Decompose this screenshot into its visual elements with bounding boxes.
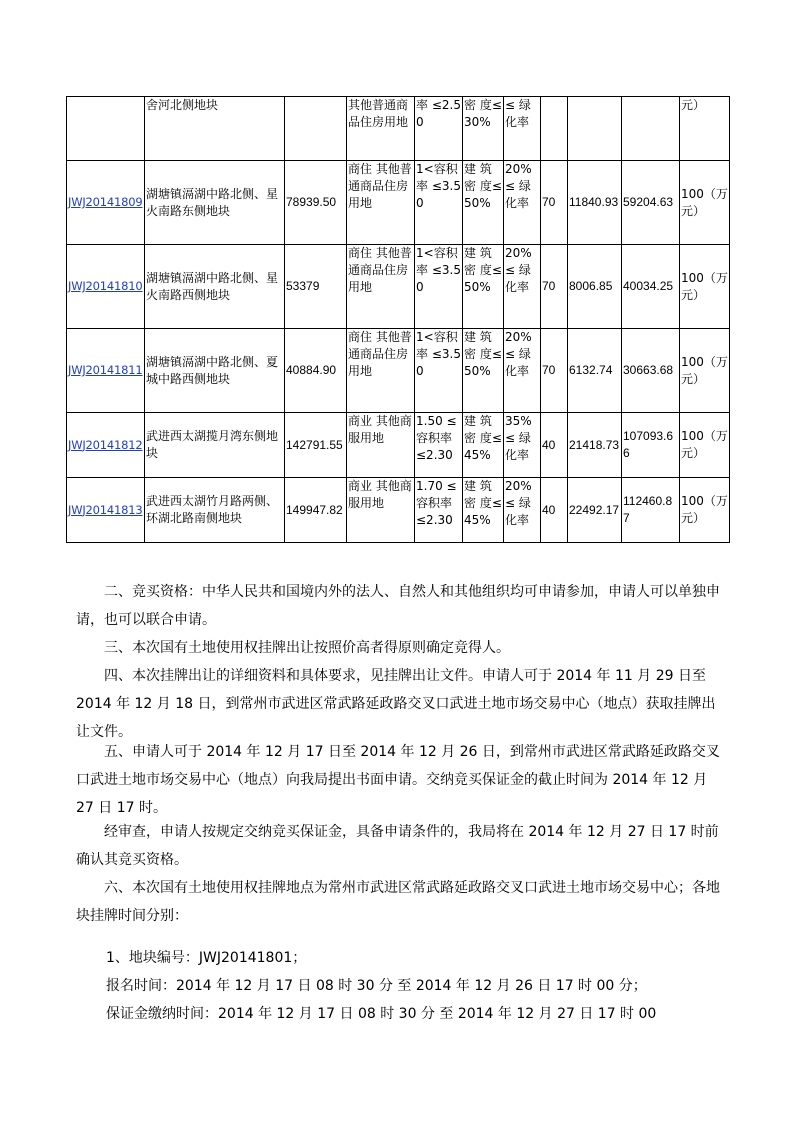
years-cell: 40 xyxy=(541,413,568,478)
far-cell: 1<容积率 ≤3.50 xyxy=(415,245,463,329)
far-cell: 1<容积率 ≤3.50 xyxy=(415,329,463,413)
name-cell: 湖塘镇滆湖中路北侧、夏城中路西侧地块 xyxy=(145,329,285,413)
green-cell: ≤ 绿化率 xyxy=(504,97,541,161)
name-cell: 湖塘镇滆湖中路北侧、星火南路东侧地块 xyxy=(145,161,285,245)
green-cell: 35%≤ 绿化率 xyxy=(504,413,541,478)
area-cell: 53379 xyxy=(285,245,347,329)
table-row xyxy=(67,161,730,245)
parcel-code-link[interactable]: JWJ20141810 xyxy=(68,279,143,293)
parcel-code-link[interactable]: JWJ20141813 xyxy=(68,502,143,517)
name-cell: 舍河北侧地块 xyxy=(145,97,285,161)
deposit-cell: 100（万元） xyxy=(680,245,730,329)
paragraph-documents: 四、本次挂牌出让的详细资料和具体要求，见挂牌出让文件。申请人可于 2014 年 11 月 29 日至 2014 年 12 月 18 日，到常州市武进区常武路延政路交叉口武进土地市场交易中心（地点）获取挂牌出让文件。 xyxy=(76,668,716,740)
years-cell: 70 xyxy=(541,245,568,329)
green-cell: 20%≤ 绿化率 xyxy=(504,478,541,543)
table-row xyxy=(67,245,730,329)
area-cell: 149947.82 xyxy=(285,478,347,543)
code-cell[interactable] xyxy=(67,245,145,329)
total-cell: 30663.68 xyxy=(622,329,680,413)
total-cell: 107093.66 xyxy=(622,413,680,478)
years-cell xyxy=(541,97,568,161)
schedule-parcel-number: 1、地块编号：JWJ20141801； xyxy=(106,950,307,966)
green-cell: 20%≤ 绿化率 xyxy=(504,161,541,245)
far-cell: 1.70 ≤容积率≤2.30 xyxy=(415,478,463,543)
name-cell: 武进西太湖揽月湾东侧地块 xyxy=(145,413,285,478)
paragraph-bidding-qualification: 二、竞买资格：中华人民共和国境内外的法人、自然人和其他组织均可申请参加，申请人可以单独申请，也可以联合申请。 xyxy=(76,584,720,628)
schedule-signup-time: 报名时间：2014 年 12 月 17 日 08 时 30 分 至 2014 年 12 月 26 日 17 时 00 分； xyxy=(106,978,647,994)
total-cell: 40034.25 xyxy=(622,245,680,329)
schedule-deposit-time: 保证金缴纳时间：2014 年 12 月 17 日 08 时 30 分 至 2014 年 12 月 27 日 17 时 00 xyxy=(106,1006,657,1022)
table-row xyxy=(67,413,730,478)
usage-cell: 商住 其他普通商品住房用地 xyxy=(347,161,415,245)
parcel-code-link[interactable]: JWJ20141812 xyxy=(68,437,143,452)
code-cell[interactable] xyxy=(67,329,145,413)
deposit-cell: 100（万元） xyxy=(680,413,730,478)
price-cell: 22492.17 xyxy=(568,478,622,543)
density-cell: 建 筑密 度≤45% xyxy=(463,478,504,543)
deposit-cell: 100（万元） xyxy=(680,478,730,543)
years-cell: 70 xyxy=(541,161,568,245)
green-cell: 20%≤ 绿化率 xyxy=(504,329,541,413)
far-cell: 1<容积率 ≤3.50 xyxy=(415,161,463,245)
area-cell: 40884.90 xyxy=(285,329,347,413)
total-cell: 59204.63 xyxy=(622,161,680,245)
code-cell xyxy=(67,97,145,161)
price-cell: 21418.73 xyxy=(568,413,622,478)
paragraph-award-principle: 三、本次国有土地使用权挂牌出让按照价高者得原则确定竞得人。 xyxy=(104,640,510,656)
density-cell: 建 筑密 度≤45% xyxy=(463,413,504,478)
area-cell: 142791.55 xyxy=(285,413,347,478)
years-cell: 70 xyxy=(541,329,568,413)
deposit-cell: 元） xyxy=(680,97,730,161)
usage-cell: 商住 其他普通商品住房用地 xyxy=(347,329,415,413)
price-cell: 6132.74 xyxy=(568,329,622,413)
area-cell xyxy=(285,97,347,161)
density-cell: 建 筑密 度≤50% xyxy=(463,161,504,245)
table-row xyxy=(67,329,730,413)
density-cell: 建 筑密 度≤50% xyxy=(463,245,504,329)
land-parcel-table xyxy=(66,96,730,543)
name-cell: 湖塘镇滆湖中路北侧、星火南路西侧地块 xyxy=(145,245,285,329)
price-cell: 11840.93 xyxy=(568,161,622,245)
price-cell: 8006.85 xyxy=(568,245,622,329)
price-cell xyxy=(568,97,622,161)
parcel-code-link[interactable]: JWJ20141811 xyxy=(68,363,143,377)
name-cell: 武进西太湖竹月路两侧、环湖北路南侧地块 xyxy=(145,478,285,543)
code-cell[interactable] xyxy=(67,478,145,543)
density-cell: 密 度≤30% xyxy=(463,97,504,161)
total-cell: 112460.87 xyxy=(622,478,680,543)
usage-cell: 商业 其他商服用地 xyxy=(347,478,415,543)
usage-cell: 其他普通商品住房用地 xyxy=(347,97,415,161)
usage-cell: 商业 其他商服用地 xyxy=(347,413,415,478)
table-row xyxy=(67,97,730,161)
usage-cell: 商住 其他普通商品住房用地 xyxy=(347,245,415,329)
table-row xyxy=(67,478,730,543)
paragraph-application: 五、申请人可于 2014 年 12 月 17 日至 2014 年 12 月 26 日，到常州市武进区常武路延政路交叉口武进土地市场交易中心（地点）向我局提出书面申请。交纳竞买保证金的截止时间为 2014 年 12 月 27 日 17 时。 xyxy=(76,744,720,816)
deposit-cell: 100（万元） xyxy=(680,329,730,413)
years-cell: 40 xyxy=(541,478,568,543)
deposit-cell: 100（万元） xyxy=(680,161,730,245)
green-cell: 20%≤ 绿化率 xyxy=(504,245,541,329)
far-cell: 1.50 ≤容积率≤2.30 xyxy=(415,413,463,478)
paragraph-listing-location: 六、本次国有土地使用权挂牌地点为常州市武进区常武路延政路交叉口武进土地市场交易中心；各地块挂牌时间分别： xyxy=(76,880,720,924)
total-cell xyxy=(622,97,680,161)
far-cell: 率 ≤2.50 xyxy=(415,97,463,161)
density-cell: 建 筑密 度≤50% xyxy=(463,329,504,413)
paragraph-review: 经审查，申请人按规定交纳竞买保证金，具备申请条件的，我局将在 2014 年 12 月 27 日 17 时前确认其竞买资格。 xyxy=(76,824,719,868)
code-cell[interactable] xyxy=(67,413,145,478)
area-cell: 78939.50 xyxy=(285,161,347,245)
parcel-code-link[interactable]: JWJ20141809 xyxy=(68,195,143,209)
code-cell[interactable] xyxy=(67,161,145,245)
